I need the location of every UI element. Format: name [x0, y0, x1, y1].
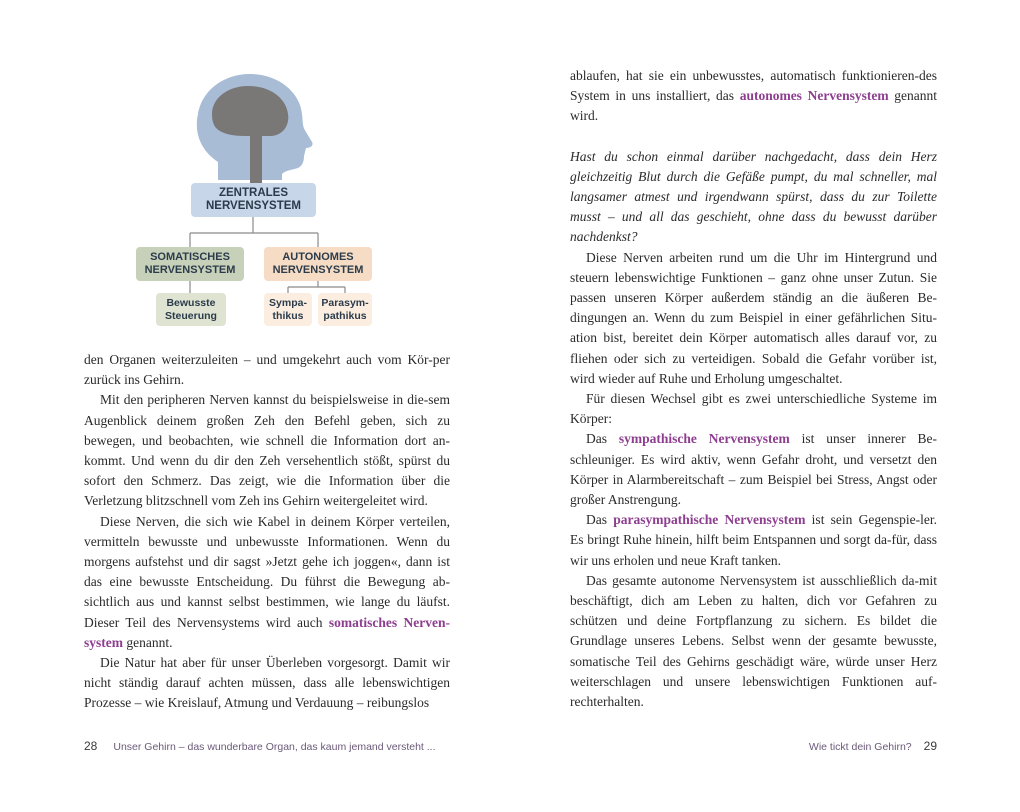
left-body-text	[84, 350, 450, 714]
paragraph-text: genannt wird.	[570, 88, 937, 124]
paragraph: Das gesamte autonome Nervensystem ist ausschließlich da-mit beschäftigt, dich am Leben zu halten, dich vor Gefahren zu schützen und deine Fortpflanzung zu sichern. Es bildet die Grundlage unseres Lebens. Selbst wenn der gesamte bewusste, somatische Teil des Gehirns geschädigt wäre, würde unser Herz weiterschlagen und unsere lebenswichtigen Funktionen auf-rechterhalten.	[570, 572, 937, 710]
spinal-cord	[250, 130, 262, 183]
paragraph: Für diesen Wechsel gibt es zwei unterschiedliche Systeme im Körper:	[570, 391, 937, 427]
left-footer	[84, 739, 436, 753]
highlight-term: autonomes Nervensystem	[739, 88, 889, 104]
paragraph: Die Natur hat aber für unser Überleben vorgesorgt. Damit wir nicht ständig darauf achten müssen, dass alle lebenswichtigen Prozesse – wie Kreislauf, Atmung und Verdauung – reibungslos	[84, 655, 450, 711]
paragraph	[570, 510, 937, 571]
paragraph	[84, 512, 450, 653]
page-number: 28	[84, 739, 98, 753]
paragraph-text: ablaufen, hat sie ein unbewusstes, automatisch funktionieren-des System in uns installiert, das	[570, 68, 937, 104]
parasympathetic-box: Parasym- pathikus	[318, 293, 372, 326]
italic-question: Hast du schon einmal darüber nachgedacht, dass dein Herz gleichzeitig Blut durch die Gefäße pumpt, du mal schneller, mal langsamer atmest und irgendwann spürst, dass du zur Toilette musst – und all das geschieht, ohne dass du bewusst darüber nachdenkst?	[570, 148, 937, 245]
right-footer	[809, 739, 937, 753]
paragraph: Mit den peripheren Nerven kannst du beispielsweise in die-sem Augenblick deinem großen Zeh den Befehl geben, sich zu bewegen, und beobachten, wie schnell die Information dort an-kommt. Und wenn du dir den Zeh versehentlich stößt, spürst du sofort den Schmerz. Das zeigt, wie die Information über die Verletzung blitzschnell vom Zeh ins Gehirn weitergeleitet wird.	[84, 392, 450, 509]
paragraph-text: Das	[586, 431, 619, 447]
central-nervous-system-box: ZENTRALES NERVENSYSTEM	[191, 183, 316, 217]
running-title: Unser Gehirn – das wunderbare Organ, das kaum jemand versteht ...	[113, 741, 436, 753]
nervous-system-diagram	[136, 70, 376, 330]
highlight-term: somatisches Nerven-system	[84, 614, 450, 650]
paragraph-text: ist sein Gegenspie-ler. Es bringt Ruhe hinein, hilft beim Entspannen und sorgt da-für, dass wir uns erholen und neue Kraft tanken.	[570, 512, 937, 568]
paragraph: Diese Nerven arbeiten rund um die Uhr im Hintergrund und steuern lebenswichtige Funktionen – ganz ohne unser Zutun. Sie passen unseren Körper außerdem ständig an die äußeren Be-dingungen an. Wenn du zum Beispiel in einer gefährlichen Situ-ation bist, bereitet dein Körper automatisch alles darauf vor, zu fliehen oder sich zu verteidigen. Sobald die Gefahr vorüber ist, wird wieder auf Ruhe und Erholung umgeschaltet.	[570, 249, 937, 386]
paragraph	[570, 66, 937, 127]
paragraph-text: genannt.	[123, 634, 173, 650]
right-body-text	[570, 66, 937, 712]
paragraph-text: ist unser innerer Be-schleuniger. Es wird aktiv, wenn Gefahr droht, und versetzt den Körper in Alarmbereitschaft – zum Beispiel bei Stress, Angst oder großer Anstrengung.	[570, 431, 938, 508]
somatic-nervous-system-box: SOMATISCHES NERVENSYSTEM	[136, 247, 244, 281]
paragraph-text: Das	[586, 512, 614, 528]
conscious-control-box: Bewusste Steuerung	[156, 293, 226, 326]
highlight-term: sympathische Nervensystem	[618, 431, 790, 447]
sympathetic-box: Sympa- thikus	[264, 293, 312, 326]
page-number: 29	[923, 739, 937, 753]
highlight-term: parasympathische Nervensystem	[613, 512, 806, 528]
autonomic-nervous-system-box: AUTONOMES NERVENSYSTEM	[264, 247, 372, 281]
running-title: Wie tickt dein Gehirn?	[808, 741, 912, 753]
paragraph-text: Diese Nerven, die sich wie Kabel in deinem Körper verteilen, vermitteln bewusste und unbewusste Informationen. Wenn du morgens aufstehst und dir sagst »Jetzt gehe ich joggen«, dann ist das eine bewusste Entscheidung. Du führst die Bewegung ab-sichtlich aus und kannst selbst bestimmen, wie lange du läufst. Dieser Teil des Nervensystems wird auch	[84, 513, 450, 630]
paragraph	[570, 429, 937, 510]
right-page	[510, 0, 1020, 812]
paragraph: den Organen weiterzuleiten – und umgekehrt auch vom Kör-per zurück ins Gehirn.	[84, 352, 450, 388]
